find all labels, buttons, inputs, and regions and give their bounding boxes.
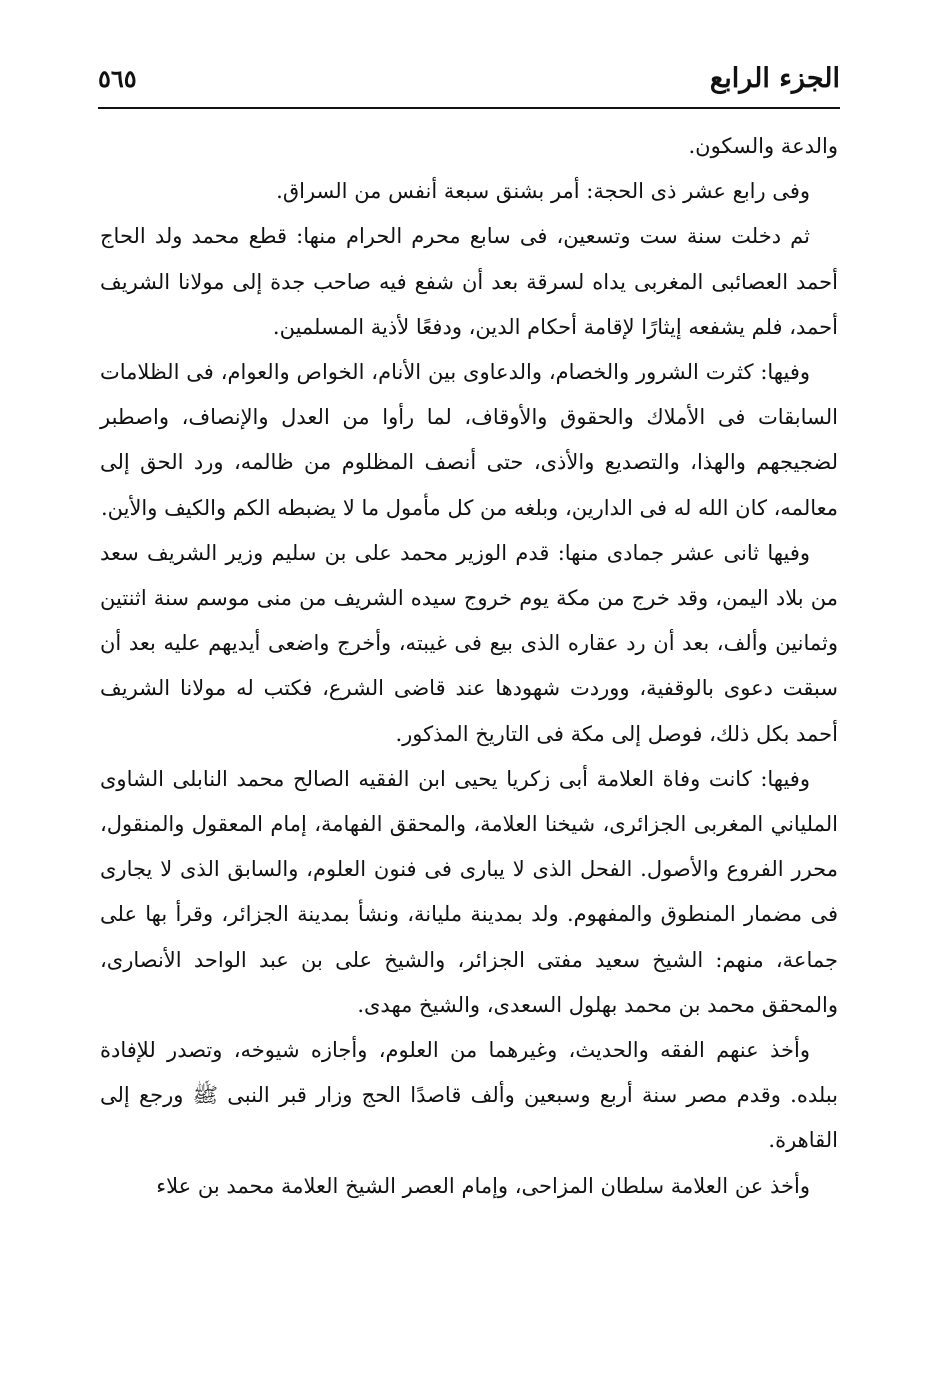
page-header xyxy=(98,58,840,100)
paragraph: ثم دخلت سنة ست وتسعين، فى سابع محرم الحرام منها: قطع محمد ولد الحاج أحمد العصائبى المغربى يداه لسرقة بعد أن شفع فيه صاحب جدة إلى مولانا الشريف أحمد، فلم يشفعه إيثارًا لإقامة أحكام الدين، ودفعًا لأذية المسلمين. xyxy=(100,224,838,339)
header-rule xyxy=(98,107,840,109)
paragraph: وفيها: كانت وفاة العلامة أبى زكريا يحيى ابن الفقيه الصالح محمد النابلى الشاوى الملياني المغربى الجزائرى، شيخنا العلامة، والمحقق الفهامة، إمام المعقول والمنقول، محرر الفروع والأصول. الفحل الذى لا يبارى فى فنون العلوم، والسابق الذى لا يجارى فى مضمار المنطوق والمفهوم. ولد بمدينة مليانة، ونشأ بمدينة الجزائر، وقرأ بها على جماعة، منهم: الشيخ سعيد مفتى الجزائر، والشيخ على بن عبد الواحد الأنصارى، والمحقق محمد بن محمد بهلول السعدى، والشيخ مهدى. xyxy=(100,766,838,1017)
paragraph: والدعة والسكون. xyxy=(688,134,838,158)
paragraph: وأخذ عن العلامة سلطان المزاحى، وإمام العصر الشيخ العلامة محمد بن علاء xyxy=(156,1173,810,1198)
body-text xyxy=(100,124,838,1209)
paragraph: وفى رابع عشر ذى الحجة: أمر بشنق سبعة أنفس من السراق. xyxy=(276,179,810,204)
paragraph: وفيها: كثرت الشرور والخصام، والدعاوى بين الأنام، الخواص والعوام، فى الظلامات السابقات فى الأملاك والحقوق والأوقاف، لما رأوا من العدل والإنصاف، واصطبر لضجيجهم والهذا، والتصديع والأذى، حتى أنصف المظلوم من ظالمه، ورد الحق إلى معالمه، كان الله له فى الدارين، وبلغه من كل مأمول ما لا يضبطه الكم والكيف والأين. xyxy=(100,360,838,520)
paragraph: وفيها ثانى عشر جمادى منها: قدم الوزير محمد على بن سليم وزير الشريف سعد من بلاد اليمن، وقد خرج من مكة يوم خروج سيده الشريف من منى موسم سنة اثنتين وثمانين وألف، بعد أن رد عقاره الذى بيع فى غيبته، وأخرج واضعى أيديهم عليه بعد أن سبقت دعوى بالوقفية، ووردت شهودها عند قاضى الشرع، فكتب له مولانا الشريف أحمد بكل ذلك، فوصل إلى مكة فى التاريخ المذكور. xyxy=(100,540,838,746)
paragraph: وأخذ عنهم الفقه والحديث، وغيرهما من العلوم، وأجازه شيوخه، وتصدر للإفادة ببلده. وقدم مصر سنة أربع وسبعين وألف قاصدًا الحج وزار قبر النبى ﷺ ورجع إلى القاهرة. xyxy=(100,1038,838,1153)
page-number: ٥٦٥ xyxy=(98,64,137,93)
running-head: الجزء الرابع xyxy=(709,63,840,94)
